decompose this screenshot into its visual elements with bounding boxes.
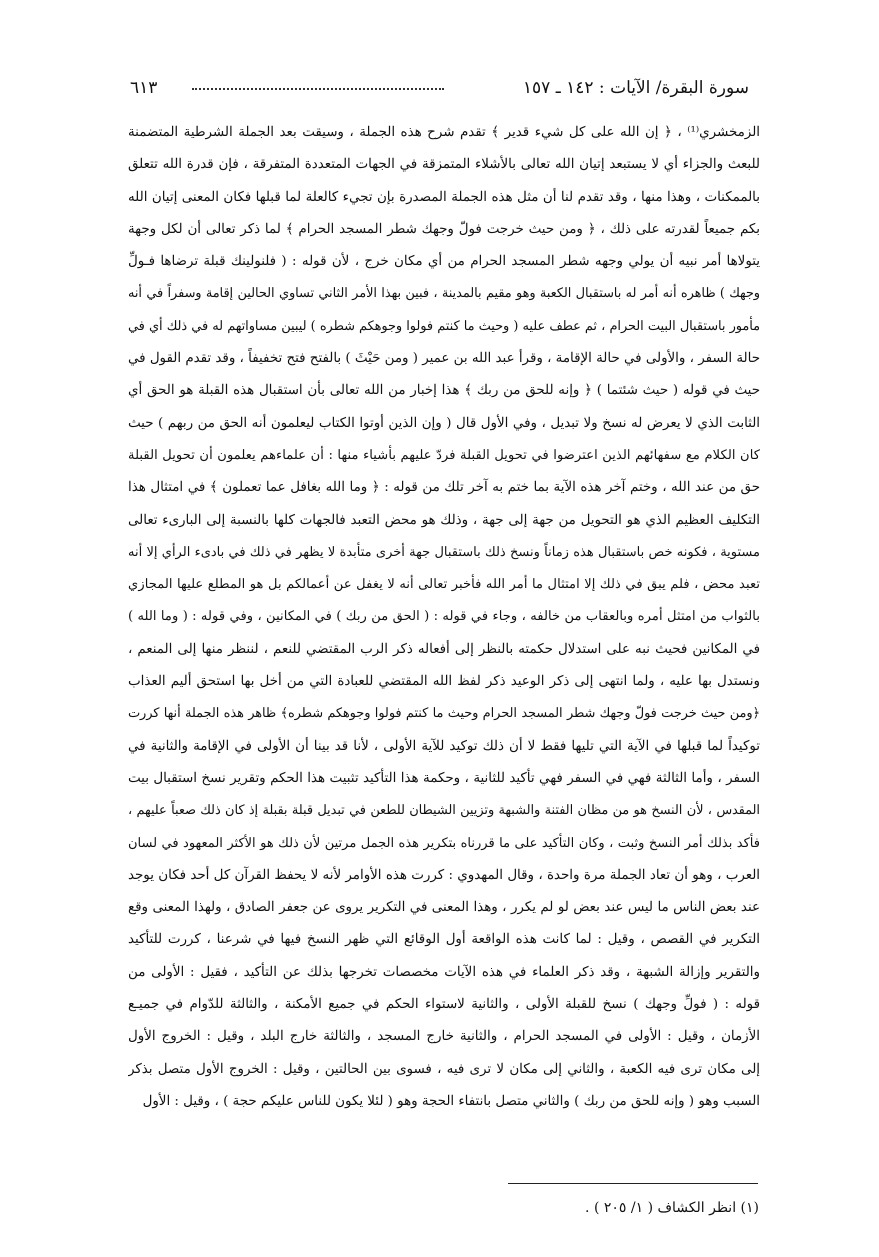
text-line: حالة السفر ، والأولى في حالة الإقامة ، وقرأ عبد الله بن عمير ( ومن حَيْثَ ) بالفتح فتح تخفيفاً ، وقد تقدم القول في [128,351,760,367]
page-number: ٦١٣ [130,78,158,98]
text-line: تعبد محض ، فلم يبق في ذلك إلا امتثال ما أمر الله فأخبر تعالى أنه لا يغفل عن أعمالكم بل هو المطلع عليها المجازي [128,577,760,593]
text-line: حق من عند الله ، وختم آخر هذه الآية بما ختم به آخر تلك من قوله : ﴿ وما الله بغافل عما تعملون ﴾ في امتثال هذا [128,480,760,496]
header-dot-leader [192,88,444,90]
text-line: التكرير في القصص ، وقيل : لما كانت هذه الواقعة أول الوقائع التي ظهر النسخ فيها في شرعنا ، كررت للتأكيد [128,932,760,948]
text-line: كان الكلام مع سفهائهم الذين اعترضوا في تحويل القبلة فردّ عليهم بأشياء منها : أن علماءهم يعلمون أن تحويل القبلة [128,447,760,463]
text-line: السفر ، وأما الثالثة فهي في السفر فهي تأكيد للثانية ، وحكمة هذا التأكيد تثبيت هذا الحكم وتقرير نسخ استقبال بيت [128,770,760,786]
text-line: إلى مكان ترى فيه الكعبة ، والثاني إلى مكان لا ترى فيه ، فسوى بين الحالتين ، وقيل : الخروج الأول متصل بذكر [128,1061,760,1077]
text-line: للبعث والجزاء أي لا يستبعد إتيان الله تعالى بالأشلاء المتمزقة في الجهات المتعددة المتفرقة ، فإن قدرة الله تتعلق [128,157,760,173]
footnote-divider [508,1183,758,1184]
text-line: في المكانين فحيث نبه على استدلال حكمته بالنظر إلى أفعاله ذكر الرب المقتضي للنعم ، لننظر منها إلى المنعم ، [128,641,760,657]
text-line: السبب وهو ( وإنه للحق من ربك ) والثاني متصل بانتفاء الحجة وهو ( لئلا يكون للناس عليكم حجة ) ، وقيل : الأول [142,1093,760,1109]
text-line: عند بعض الناس ما ليس عند بعض لو لم يكرر ، وهذا المعنى في التكرير يروى عن جعفر الصادق ، ولهذا المعنى وقع [128,900,760,916]
text-line: بكم جميعاً لقدرته على ذلك ، ﴿ ومن حيث خرجت فولّ وجهك شطر المسجد الحرام ﴾ لما ذكر تعالى أن لكل وجهة [128,221,760,237]
text-line: التكليف العظيم الذي هو التحويل من جهة إلى جهة ، وذلك هو محض التعبد فالجهات كلها بالنسبة إلى البارىء تعالى [128,512,760,528]
text-line: الزمخشري⁽¹⁾ ، ﴿ إن الله على كل شيء قدير ﴾ تقدم شرح هذه الجملة ، وسيقت بعد الجملة الشرطية المتضمنة [128,125,760,140]
footnote: (١) انظر الكشاف ( ١/ ٢٠٥ ) . [585,1200,759,1216]
text-line: بالممكنات ، وهذا منها ، وقد تقدم لنا أن مثل هذه الجملة المصدرة بإن تجيء كالعلة لما قبلها فكان المعنى إتيان الله [128,189,760,205]
text-line: ﴿ومن حيث خرجت فولّ وجهك شطر المسجد الحرام وحيث ما كنتم فولوا وجوهكم شطره﴾ ظاهر هذه الجملة أنها كررت [128,706,760,722]
text-line: فأكد بذلك أمر النسخ وثبت ، وكان التأكيد على ما قررناه بتكرير هذه الجمل مرتين لأن ذلك هو الأكثر المعهود في لسان [128,835,760,851]
surah-title: سورة البقرة/ الآيات : ١٤٢ ـ ١٥٧ [522,78,749,98]
text-line: بالثواب من امتثل أمره وبالعقاب من خالفه ، وجاء في قوله : ( الحق من ربك ) في المكانين ، وفي قوله : ( وما الله ) [128,609,760,625]
text-line: توكيداً لما قبلها في الآية التي تليها فقط لا أن ذلك توكيد للآية الأولى ، لأنا قد بينا أن الأولى في الإقامة والثانية في [128,738,760,754]
text-line: مستوية ، فكونه خص باستقبال هذه زماناً ونسخ ذلك باستقبال جهة أخرى متأبدة لا يظهر في ذلك في بادىء الرأي إلا أنه [128,544,760,560]
text-line: مأمور باستقبال البيت الحرام ، ثم عطف عليه ( وحيث ما كنتم فولوا وجوهكم شطره ) ليبين مساواتهم له في ذلك أي في [128,318,760,334]
text-line: حيث في قوله ( حيث شئتما ) ﴿ وإنه للحق من ربك ﴾ هذا إخبار من الله تعالى بأن استقبال هذه القبلة هو الحق أي [128,383,760,399]
text-line: يتولاها أمر نبيه أن يولي وجهه شطر المسجد الحرام من أي مكان خرج ، لأن قوله : ( فلنولينك قبلة ترضاها فـولِّ [128,254,760,270]
text-line: والتقرير وإزالة الشبهة ، وقد ذكر العلماء في هذه الآيات مخصصات تخرجها بذلك عن التأكيد ، فقيل : الأولى من [128,964,760,980]
text-line: الثابت الذي لا يعرض له نسخ ولا تبديل ، وفي الأول قال ( وإن الذين أوتوا الكتاب ليعلمون أنه الحق من ربهم ) حيث [128,415,760,431]
text-line: قوله : ( فولِّ وجهك ) نسخ للقبلة الأولى ، والثانية لاستواء الحكم في جميع الأمكنة ، والثالثة للدّوام في جميـع [128,997,760,1013]
running-header [130,78,749,104]
text-line: العرب ، وهو أن تعاد الجملة مرة واحدة ، وقال المهدوي : كررت هذه الأوامر لأنه لا يحفظ القرآن كل أحد فكان يوجد [128,867,760,883]
text-line: المقدس ، لأن النسخ هو من مظان الفتنة والشبهة وتزيين الشيطان للطعن في تبديل قبلة بقبلة إذ كان ذلك صعباً عليهم ، [128,803,760,819]
text-line: ونستدل بها عليه ، ولما انتهى إلى ذكر الوعيد ذكر لفظ الله المقتضي للعبادة التي من أخل بها استحق أليم العذاب [128,674,760,690]
text-line: وجهك ) ظاهره أنه أمر له باستقبال الكعبة وهو مقيم بالمدينة ، فبين بهذا الأمر الثاني تساوي الحالين إقامة وسفراً في أنه [128,286,760,302]
commentary-text [128,117,760,1118]
text-line: الأزمان ، وقيل : الأولى في المسجد الحرام ، والثانية خارج المسجد ، والثالثة خارج البلد ، وقيل : الخروج الأول [128,1029,760,1045]
